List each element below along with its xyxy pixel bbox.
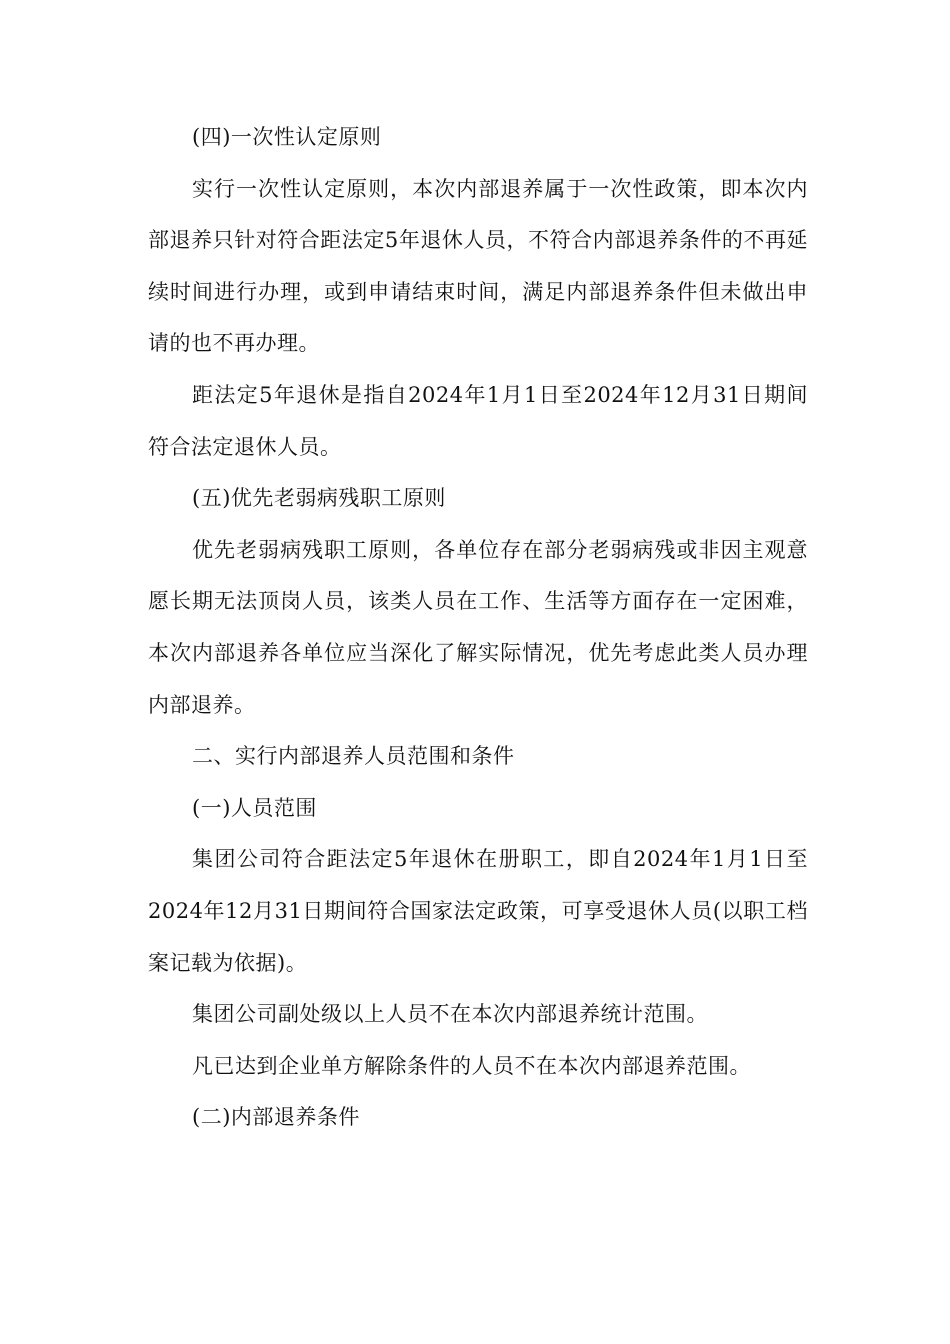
paragraph-priority-principle: 优先老弱病残职工原则，各单位存在部分老弱病残或非因主观意愿长期无法顶岗人员，该类人员在工作、生活等方面存在一定困难，本次内部退养各单位应当深化了解实际情况，优先考虑此类人员办理内部退养。 [148,537,808,717]
paragraph-exclusion-senior: 集团公司副处级以上人员不在本次内部退养统计范围。 [192,1002,708,1027]
paragraph-personnel-scope: 集团公司符合距法定5年退休在册职工，即自2024年1月1日至2024年12月31日期间符合国家法定政策，可享受退休人员(以职工档案记载为依据)。 [148,847,808,975]
document-body [148,112,808,1144]
paragraph-retirement-definition: 距法定5年退休是指自2024年1月1日至2024年12月31日期间符合法定退休人员。 [148,382,808,459]
heading-priority-principle: (五)优先老弱病残职工原则 [192,486,446,511]
heading-one-time-principle: (四)一次性认定原则 [192,125,382,149]
heading-personnel-scope: (一)人员范围 [192,795,317,820]
heading-section-two: 二、实行内部退养人员范围和条件 [192,744,515,769]
paragraph-one-time-principle: 实行一次性认定原则，本次内部退养属于一次性政策，即本次内部退养只针对符合距法定5年退休人员，不符合内部退养条件的不再延续时间进行办理，或到申请结束时间，满足内部退养条件但未做出申请的也不再办理。 [148,176,808,356]
paragraph-exclusion-termination: 凡已达到企业单方解除条件的人员不在本次内部退养范围。 [192,1053,751,1078]
heading-retirement-conditions: (二)内部退养条件 [192,1105,360,1130]
